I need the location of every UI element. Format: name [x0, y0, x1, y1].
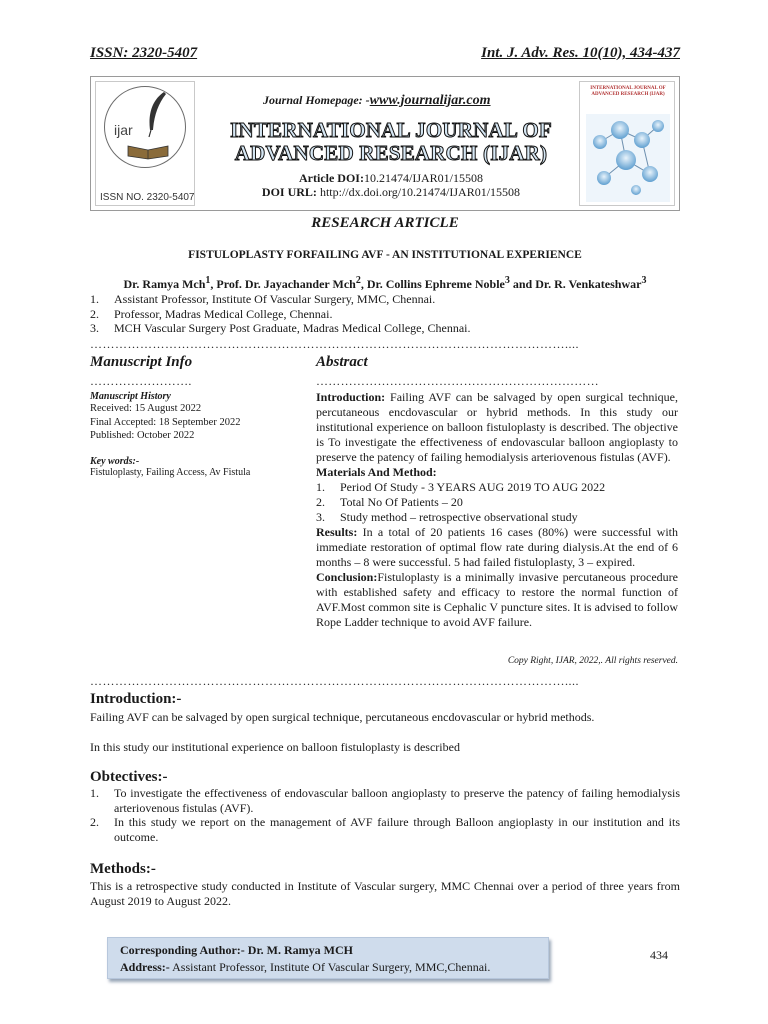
- affiliation-number: 1.: [90, 292, 99, 306]
- address-label: Address:-: [120, 960, 170, 974]
- manuscript-dots: …………………….: [90, 374, 192, 388]
- article-doi: [221, 171, 561, 186]
- journal-title-line2: ADVANCED RESEARCH (IJAR): [234, 141, 548, 165]
- manuscript-history-label: Manuscript History: [90, 391, 171, 402]
- quill-icon: [144, 90, 170, 138]
- manuscript-info-heading: Manuscript Info: [90, 354, 193, 370]
- abstract-intro: [316, 390, 678, 465]
- conclusion-label: Conclusion:: [316, 570, 378, 584]
- materials-number: 3.: [316, 510, 325, 524]
- separator-line: ……………………………………………………………………………………………………....: [90, 337, 579, 351]
- materials-number: 2.: [316, 495, 325, 509]
- conclusion-text: Fistuloplasty is a minimally invasive percutaneous procedure with established safety and efficacy to restore the normal function of AVF.Most common site is Cephalic V puncture sites. It is advised to follow Rope Ladder technique to avoid AVF failure.: [316, 570, 678, 629]
- affiliation-item: [90, 307, 680, 322]
- author-separator: ,: [360, 277, 367, 291]
- author-separator: ,: [210, 277, 217, 291]
- affiliation-text: Assistant Professor, Institute Of Vascular Surgery, MMC, Chennai.: [114, 292, 436, 306]
- issn-text: ISSN: 2320-5407: [90, 45, 198, 61]
- homepage-link[interactable]: www.journalijar.com: [369, 93, 491, 108]
- abstract-intro-text: Failing AVF can be salvaged by open surgical technique, percutaneous encdovascular or hybrid methods. In this study our institutional experience on balloon fistuloplasty is described. The objective is To investigate the effectiveness of endovascular balloon angioplasty to preserve the patency of failing hemodialysis arteriovenous fistulas (AVF).: [316, 390, 678, 464]
- journal-cover-image: [579, 81, 675, 206]
- abstract-section: [316, 354, 678, 630]
- homepage-label: Journal Homepage: -: [263, 93, 370, 107]
- logo-issn-text: ISSN NO. 2320-5407: [100, 192, 195, 203]
- introduction-paragraph: Failing AVF can be salvaged by open surgical technique, percutaneous encdovascular or hybrid methods.: [90, 710, 595, 724]
- results-label: Results:: [316, 525, 358, 539]
- methods-paragraph: This is a retrospective study conducted in Institute of Vascular surgery, MMC Chennai over a period of three years from August 2019 to August 2022.: [90, 879, 680, 908]
- book-icon: [126, 140, 170, 160]
- author-affiliation-mark: 3: [641, 275, 647, 286]
- materials-item: [316, 510, 678, 525]
- doi-url-label: DOI URL:: [261, 185, 317, 199]
- materials-text: Period Of Study - 3 YEARS AUG 2019 TO AUG 2022: [340, 480, 606, 494]
- published-date: Published: October 2022: [90, 430, 195, 441]
- paper-title: FISTULOPLASTY FORFAILING AVF - AN INSTITUTIONAL EXPERIENCE: [188, 249, 582, 261]
- author-name: Dr. Collins Ephreme Noble: [366, 277, 505, 291]
- journal-banner: [90, 76, 680, 211]
- author-address: [120, 959, 536, 976]
- introduction-paragraph: In this study our institutional experience on balloon fistuloplasty is described: [90, 740, 460, 754]
- affiliation-number: 2.: [90, 306, 99, 321]
- doi-url: [221, 185, 561, 200]
- citation-text: Int. J. Adv. Res. 10(10), 434-437: [481, 45, 680, 61]
- materials-number: 1.: [316, 480, 325, 494]
- affiliation-list: [90, 292, 680, 336]
- author-list: [90, 275, 680, 292]
- abstract-conclusion: [316, 570, 678, 630]
- page-number: 434: [650, 948, 668, 962]
- doi-label: Article DOI:: [299, 171, 364, 185]
- objectives-heading: Obtectives:-: [90, 769, 168, 785]
- objective-text: To investigate the effectiveness of endovascular balloon angioplasty to preserve the patency of failing hemodialysis arteriovenous fistulas (AVF).: [114, 786, 680, 815]
- affiliation-text: MCH Vascular Surgery Post Graduate, Madras Medical College, Chennai.: [114, 321, 471, 336]
- abstract-dots: ……………………………………………………………: [316, 374, 599, 388]
- abstract-results: [316, 525, 678, 570]
- author-affiliation-mark: 3: [504, 275, 510, 286]
- cover-title: INTERNATIONAL JOURNAL OF ADVANCED RESEARCH (IJAR): [590, 86, 666, 97]
- author-name: Dr. Ramya Mch: [123, 277, 206, 291]
- copyright-notice: Copy Right, IJAR, 2022,. All rights reserved.: [507, 656, 678, 666]
- article-type: RESEARCH ARTICLE: [311, 215, 459, 231]
- doi-url-link[interactable]: http://dx.doi.org/10.21474/IJAR01/15508: [316, 185, 521, 199]
- affiliation-item: [90, 292, 680, 307]
- author-separator: and: [509, 277, 536, 291]
- journal-logo: [95, 81, 195, 206]
- results-text: In a total of 20 patients 16 cases (80%) were successful with immediate restoration of optimal flow rate during dialysis.At the end of 6 months – 8 were successful. 5 had failed fistuloplasty, 3 – expired.: [316, 525, 678, 569]
- keywords-label: Key words:-: [90, 455, 140, 467]
- objective-number: 2.: [90, 815, 99, 829]
- affiliation-item: [90, 321, 680, 336]
- abstract-intro-label: Introduction:: [316, 390, 386, 404]
- received-date: Received: 15 August 2022: [90, 403, 202, 414]
- corresponding-author: Corresponding Author:- Dr. M. Ramya MCH: [120, 943, 353, 957]
- address-text: Assistant Professor, Institute Of Vascular Surgery, MMC,Chennai.: [169, 960, 491, 974]
- logo-text: ijar: [114, 122, 133, 138]
- affiliation-number: 3.: [90, 321, 99, 336]
- objective-item: [90, 786, 680, 815]
- objective-item: [90, 815, 680, 844]
- molecule-graphic: [580, 82, 675, 206]
- abstract-body: [316, 390, 678, 630]
- running-header: [90, 45, 680, 62]
- journal-title-line1: INTERNATIONAL JOURNAL OF: [230, 118, 552, 142]
- author-affiliation-mark: 2: [355, 275, 361, 286]
- author-name: Prof. Dr. Jayachander Mch: [216, 277, 356, 291]
- abstract-heading: Abstract: [316, 354, 368, 370]
- journal-homepage: [263, 93, 491, 109]
- manuscript-info: [90, 354, 260, 479]
- doi-value: 10.21474/IJAR01/15508: [363, 171, 483, 185]
- separator-line: ……………………………………………………………………………………………………....: [90, 674, 579, 688]
- author-name: Dr. R. Venkateshwar: [535, 277, 642, 291]
- methods-heading: Methods:-: [90, 861, 156, 877]
- objective-number: 1.: [90, 786, 99, 800]
- materials-text: Total No Of Patients – 20: [340, 495, 463, 509]
- accepted-date: Final Accepted: 18 September 2022: [90, 416, 241, 428]
- introduction-heading: Introduction:-: [90, 691, 182, 707]
- objectives-list: [90, 786, 680, 844]
- objective-text: In this study we report on the management of AVF failure through Balloon angioplasty in our institution and its outcome.: [114, 815, 680, 844]
- materials-item: [316, 480, 678, 495]
- materials-text: Study method – retrospective observational study: [340, 510, 578, 524]
- keywords-text: Fistuloplasty, Failing Access, Av Fistula: [90, 466, 251, 478]
- corresponding-author-box: [107, 937, 549, 979]
- materials-label: Materials And Method:: [316, 465, 437, 479]
- materials-item: [316, 495, 678, 510]
- author-affiliation-mark: 1: [205, 275, 211, 286]
- journal-title: [221, 119, 561, 165]
- affiliation-text: Professor, Madras Medical College, Chennai.: [114, 306, 333, 321]
